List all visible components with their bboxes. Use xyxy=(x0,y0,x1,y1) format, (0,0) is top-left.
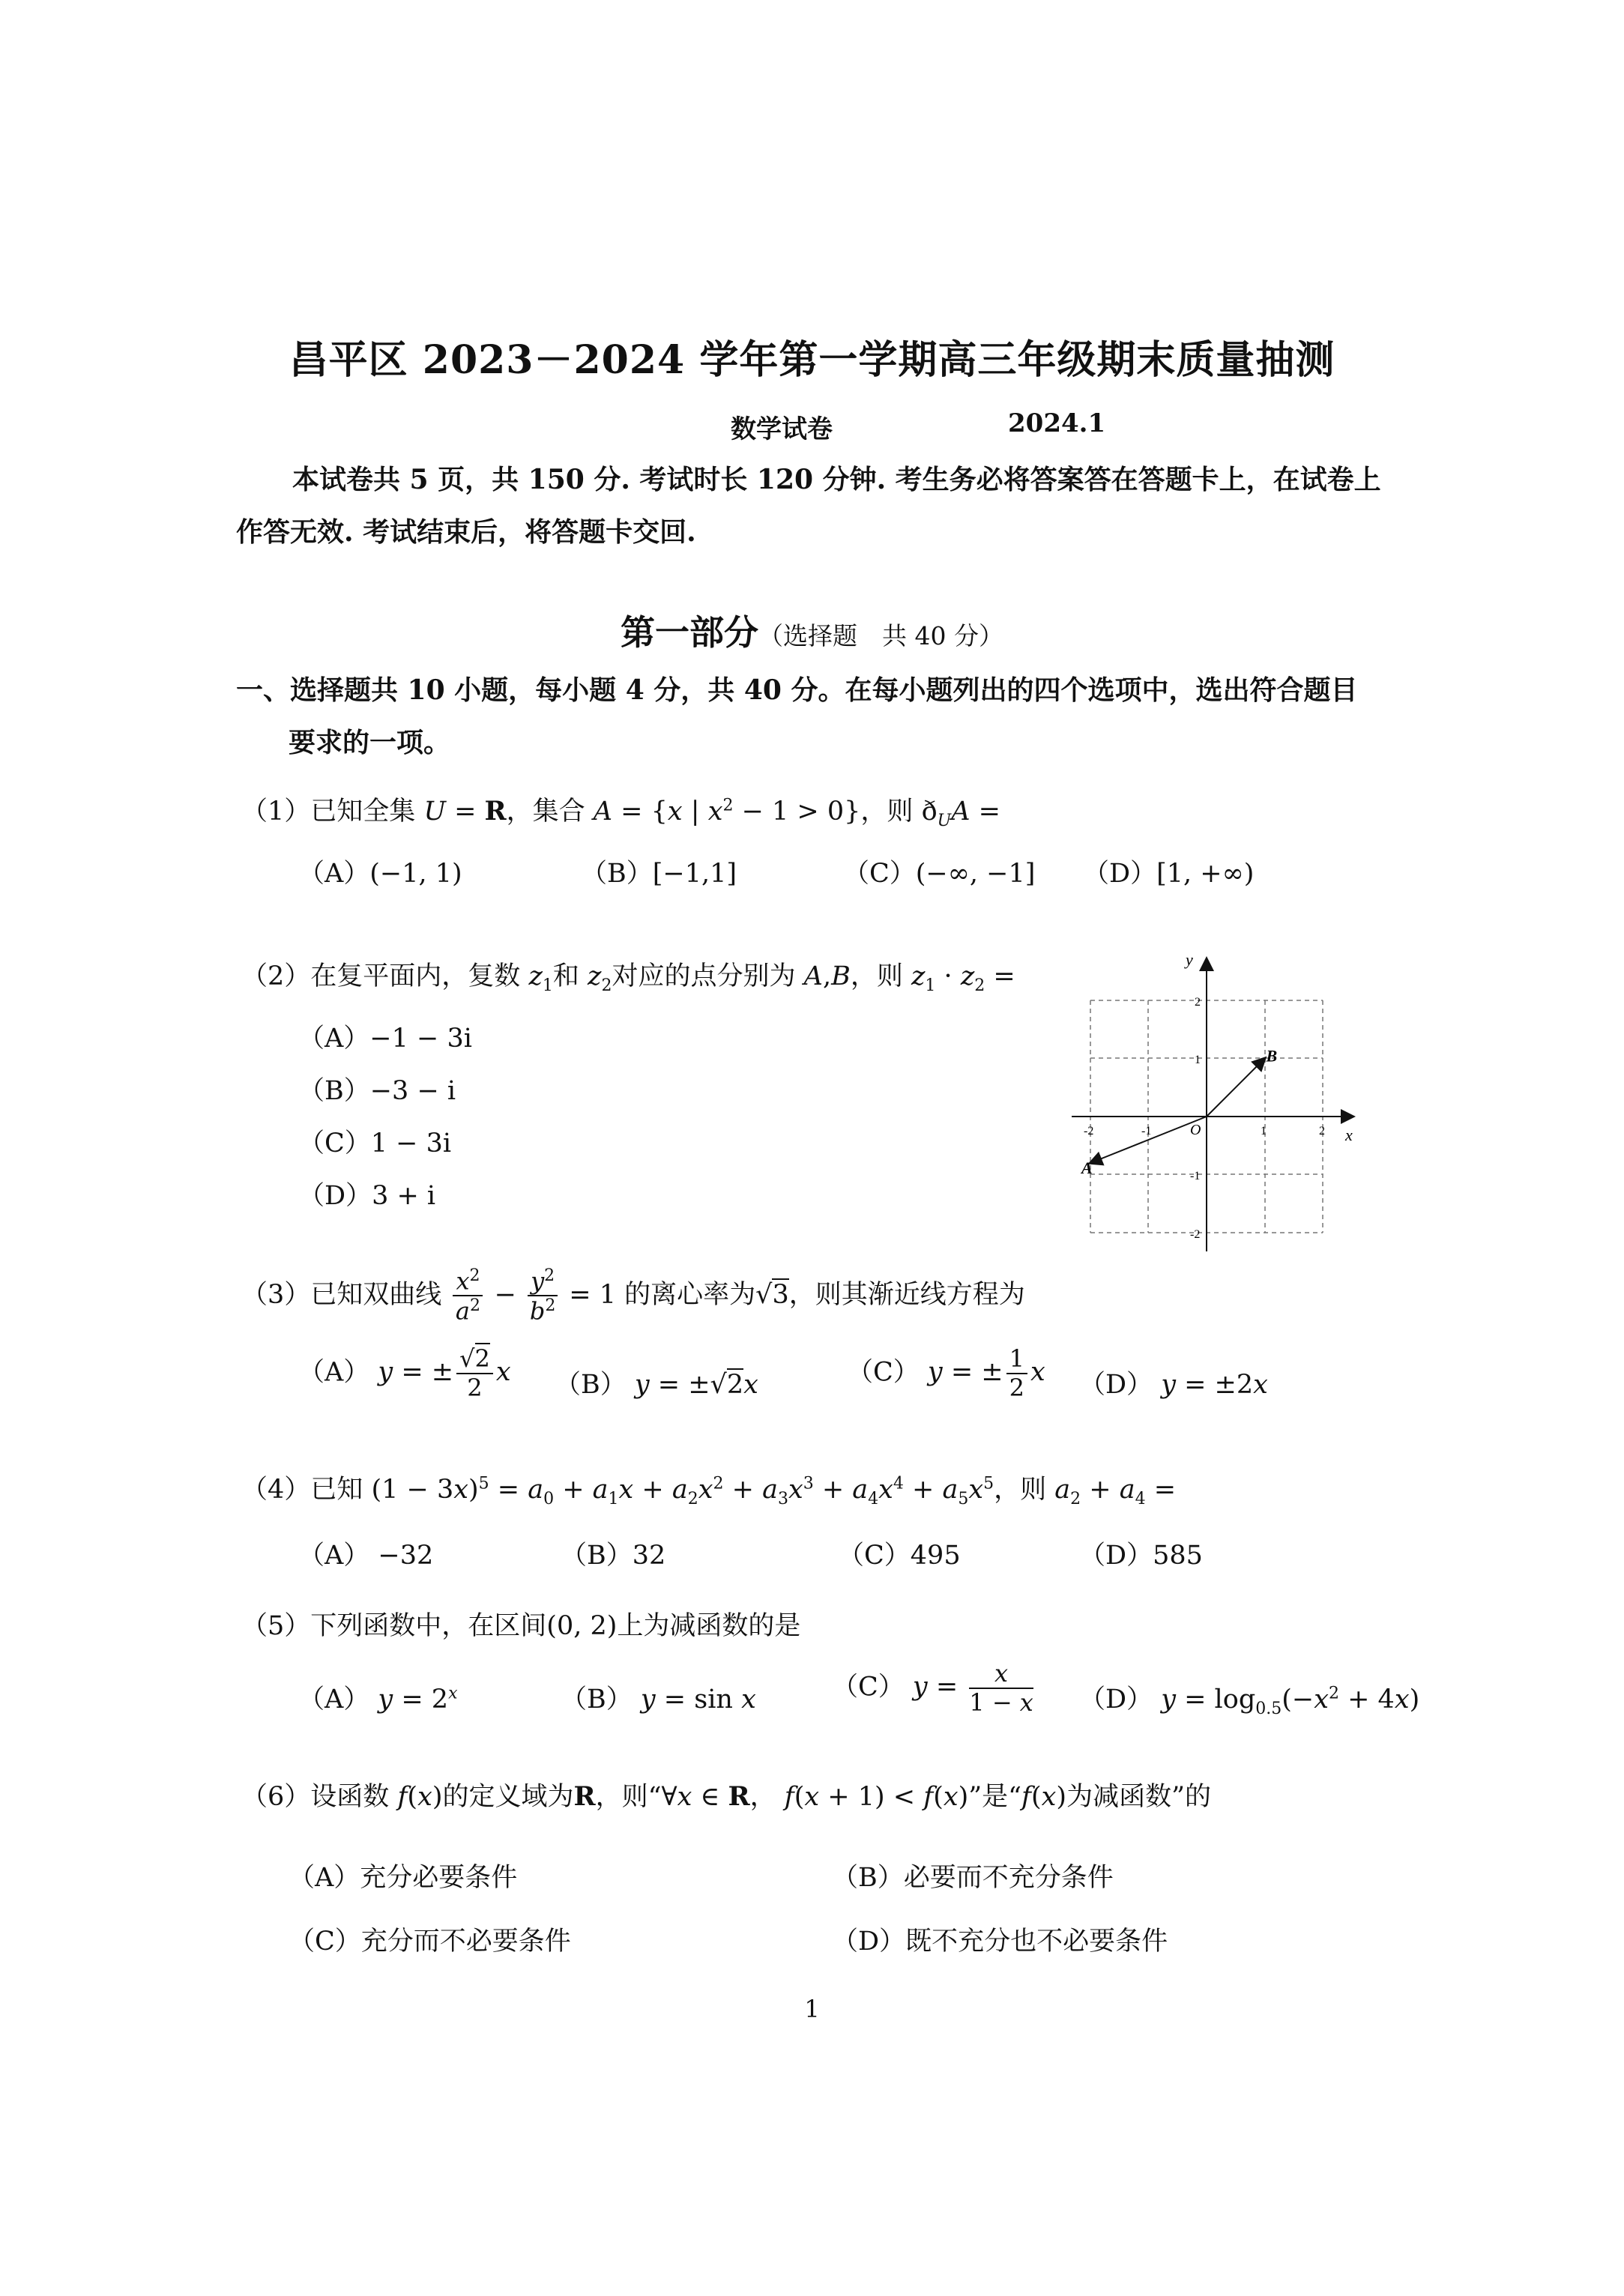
math-expression: $\frac{x^2}{a^2}$ − $\frac{y^2}{b^2}$ = 1 xyxy=(450,1280,616,1310)
question-number: （2） xyxy=(241,961,311,991)
y-tick-label: -2 xyxy=(1190,1228,1201,1241)
math-expression: $(1 - 3x)^5 = a_0 + a_1x + a_2x^2 + a_3x^3 + a_4x^4 + a_5x^5$ xyxy=(371,1474,994,1508)
section1-line2: 要求的一项。 xyxy=(289,727,451,758)
math-expression: A,B xyxy=(803,961,851,991)
option-text: [−1,1] xyxy=(652,859,737,889)
exam-date: 2024.1 xyxy=(1008,408,1106,438)
option xyxy=(298,1345,511,1402)
question-text: 已知双曲线 xyxy=(310,1279,442,1310)
question-text: 和 xyxy=(552,961,579,991)
option xyxy=(832,1857,1114,1894)
question-5-stem xyxy=(241,1605,800,1643)
option-label: （D） xyxy=(1079,1370,1153,1400)
option xyxy=(847,1345,1045,1402)
option-text: 必要而不充分条件 xyxy=(903,1863,1114,1893)
x-tick-label: 1 xyxy=(1261,1125,1267,1138)
option-text: 3 + i xyxy=(372,1181,436,1211)
option-text: 1 − 3i xyxy=(370,1129,452,1158)
option xyxy=(843,853,1035,890)
option xyxy=(289,1921,571,1958)
option-label: （D） xyxy=(1079,1685,1153,1715)
option xyxy=(1079,1679,1419,1718)
option-label: （C） xyxy=(847,1357,920,1388)
option-label: （A） xyxy=(298,859,370,889)
option xyxy=(298,1123,451,1160)
y-tick-label: 2 xyxy=(1195,996,1201,1009)
point-a-label: A xyxy=(1081,1158,1093,1177)
option-label: （C） xyxy=(843,859,916,889)
question-2-stem xyxy=(241,955,1015,995)
question-text: ，则“ xyxy=(595,1782,662,1812)
part1-subtitle: （选择题 共 40 分） xyxy=(758,621,1003,650)
option xyxy=(298,1070,456,1108)
point-b-label: B xyxy=(1266,1046,1278,1066)
question-number: （5） xyxy=(241,1611,311,1641)
math-expression: y = ± $\frac{1}{2}$ x xyxy=(927,1344,1045,1402)
math-expression: A = {x | $x^2 - 1 > 0$} xyxy=(593,796,861,827)
question-number: （3） xyxy=(241,1279,311,1310)
option-text: −3 − i xyxy=(369,1076,456,1106)
question-number: （4） xyxy=(241,1475,311,1505)
option-text: 585 xyxy=(1153,1541,1203,1571)
option xyxy=(561,1679,756,1716)
math-expression: y = ± $\frac{√2}{2}$ x xyxy=(378,1344,511,1402)
question-number: （1） xyxy=(241,797,311,827)
option xyxy=(581,853,737,890)
option-text: −1 − 3i xyxy=(369,1024,472,1054)
option-label: （A） xyxy=(289,1863,360,1893)
option xyxy=(298,1535,433,1572)
option-text: 495 xyxy=(910,1541,961,1571)
question-text: ，则 xyxy=(860,797,914,827)
part1-title: 第一部分 xyxy=(621,612,758,653)
math-expression: (0, 2) xyxy=(546,1611,618,1641)
option-text: [1, +∞) xyxy=(1156,859,1255,889)
option xyxy=(289,1857,517,1894)
option-label: （B） xyxy=(298,1076,370,1106)
x-tick-label: -1 xyxy=(1141,1125,1152,1138)
option-label: （D） xyxy=(1083,859,1157,889)
y-axis-label: y xyxy=(1186,950,1193,969)
option-label: （B） xyxy=(581,859,653,889)
option-label: （A） xyxy=(298,1024,370,1054)
math-expression: y = sin x xyxy=(640,1685,756,1715)
option-label: （D） xyxy=(832,1927,906,1957)
math-expression: $z_1 \cdot z_2$ = xyxy=(911,961,1015,995)
complex-plane-graph xyxy=(1057,944,1371,1266)
y-tick-label: 1 xyxy=(1195,1054,1201,1066)
option-label: （B） xyxy=(561,1541,633,1571)
question-1-stem xyxy=(241,791,1000,830)
instructions-line1: 本试卷共 5 页，共 150 分. 考试时长 120 分钟. 考生务必将答案答在答题卡上，在试卷上 xyxy=(292,464,1381,495)
math-expression: f(x) xyxy=(1021,1782,1067,1812)
option xyxy=(1083,853,1254,890)
math-expression: $a_2 + a_4$ = xyxy=(1054,1475,1177,1508)
page-number: 1 xyxy=(804,1995,820,2023)
option-text: (−∞, −1] xyxy=(915,859,1036,889)
math-expression: ∀x ∈ R， f(x + 1) < f(x) xyxy=(661,1781,969,1812)
x-axis-label: x xyxy=(1345,1126,1353,1144)
math-expression: $z_2$ xyxy=(588,961,612,995)
math-expression: f(x) xyxy=(397,1782,443,1812)
option-label: （C） xyxy=(832,1672,905,1703)
option-text: 既不充分也不必要条件 xyxy=(905,1927,1168,1957)
option xyxy=(298,1175,435,1212)
option-label: （B） xyxy=(561,1685,633,1715)
question-3-stem xyxy=(241,1266,1025,1326)
option-text: 充分必要条件 xyxy=(360,1863,518,1893)
option-label: （A） xyxy=(298,1357,370,1388)
math-expression: R xyxy=(573,1781,596,1812)
math-expression: y = $\frac{x}{1 - x}$ xyxy=(912,1659,1033,1717)
option-text: −32 xyxy=(378,1541,434,1571)
question-4-stem xyxy=(241,1469,1176,1508)
question-text: 下列函数中，在区间 xyxy=(310,1611,547,1641)
math-expression: $y = \log_{0.5}(-x^2 + 4x)$ xyxy=(1161,1684,1420,1718)
x-tick-label: -2 xyxy=(1084,1125,1094,1138)
option-label: （C） xyxy=(838,1541,911,1571)
math-expression: $ð_UA$ = xyxy=(921,797,1000,830)
option xyxy=(832,1660,1036,1717)
question-text: ，集合 xyxy=(506,797,585,827)
question-6-stem xyxy=(241,1776,1211,1813)
math-expression: U = R xyxy=(423,796,507,827)
question-text: ”是“ xyxy=(968,1782,1022,1812)
math-expression: y = ±√2x xyxy=(634,1370,758,1400)
option xyxy=(298,1018,472,1055)
section1-line1: 一、选择题共 10 小题，每小题 4 分，共 40 分。在每小题列出的四个选项中，选出符合题目 xyxy=(236,674,1358,706)
part1-heading xyxy=(0,605,1624,655)
vector-oa xyxy=(1090,1117,1207,1163)
option-label: （A） xyxy=(298,1685,370,1715)
option xyxy=(832,1921,1168,1958)
exam-subject: 数学试卷 xyxy=(731,414,833,444)
option-label: （C） xyxy=(289,1927,361,1957)
vector-ob xyxy=(1207,1059,1265,1117)
option-text: 32 xyxy=(632,1541,666,1571)
question-text: 的离心率为 xyxy=(624,1279,756,1310)
question-text: 在复平面内，复数 xyxy=(310,961,521,991)
question-text: 的定义域为 xyxy=(442,1782,574,1812)
question-text: 上为减函数的是 xyxy=(617,1611,801,1641)
question-text: ，则其渐近线方程为 xyxy=(788,1279,1025,1310)
question-text: 已知全集 xyxy=(310,797,416,827)
math-expression: √3 xyxy=(755,1279,789,1310)
math-expression: $z_1$ xyxy=(528,961,553,995)
question-text: 已知 xyxy=(310,1475,363,1505)
question-text: 为减函数”的 xyxy=(1066,1782,1211,1812)
option-label: （B） xyxy=(555,1370,627,1400)
option xyxy=(298,853,462,890)
question-text: ，则 xyxy=(850,961,903,991)
option-text: 充分而不必要条件 xyxy=(360,1927,571,1957)
question-text: 对应的点分别为 xyxy=(612,961,796,991)
math-expression: $y = 2^x$ xyxy=(378,1684,458,1715)
question-number: （6） xyxy=(241,1782,311,1812)
origin-label: O xyxy=(1190,1122,1201,1138)
x-tick-label: 2 xyxy=(1319,1125,1325,1138)
option xyxy=(1079,1364,1268,1401)
option-label: （C） xyxy=(298,1129,371,1158)
instructions-line2: 作答无效. 考试结束后，将答题卡交回. xyxy=(236,516,696,548)
option xyxy=(561,1535,665,1572)
option xyxy=(555,1364,758,1401)
option-label: （B） xyxy=(832,1863,904,1893)
math-expression: y = ±2x xyxy=(1161,1370,1268,1400)
option-text: (−1, 1) xyxy=(369,859,462,889)
question-text: ，则 xyxy=(994,1475,1047,1505)
option-label: （A） xyxy=(298,1541,370,1571)
option-label: （D） xyxy=(298,1181,372,1211)
exam-title: 昌平区 2023－2024 学年第一学期高三年级期末质量抽测 xyxy=(289,337,1335,383)
y-tick-label: -1 xyxy=(1190,1170,1201,1182)
option xyxy=(838,1535,961,1572)
option xyxy=(298,1679,457,1716)
question-text: 设函数 xyxy=(310,1782,390,1812)
option xyxy=(1079,1535,1203,1572)
option-label: （D） xyxy=(1079,1541,1153,1571)
